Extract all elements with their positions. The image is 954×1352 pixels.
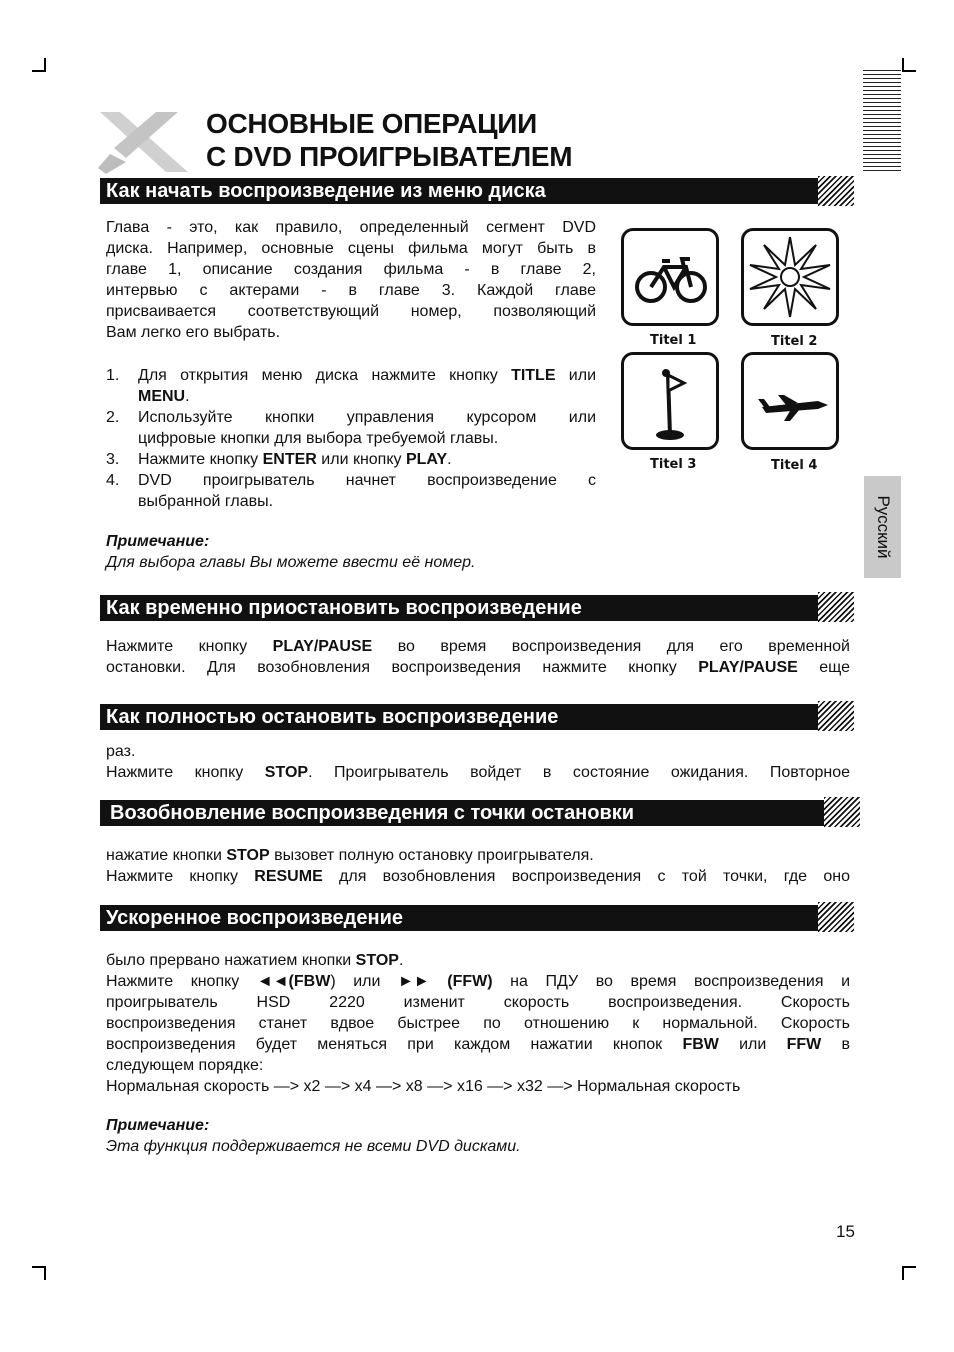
note-heading: Примечание: xyxy=(106,533,210,550)
heading-hatch xyxy=(818,701,854,731)
crop-mark-top-right xyxy=(902,70,916,72)
list-item: 3. Нажмите кнопку ENTER или кнопку PLAY. xyxy=(106,451,452,468)
resume-text: нажатие кнопки STOP вызовет полную остановку проигрывателя. Нажмите кнопку RESUME для возобновления воспроизведения с той точки, где оно xyxy=(106,847,850,885)
text-line: главе 1, описание создания фильма - в главе 2, xyxy=(106,261,596,278)
text-line: Глава - это, как правило, определенный сегмент DVD xyxy=(106,219,596,236)
section-heading-bar xyxy=(100,595,820,621)
bicycle-icon xyxy=(624,231,716,323)
section-heading-bar xyxy=(100,905,820,931)
text-line: диска. Например, основные сцены фильма могут быть в xyxy=(106,240,596,257)
heading-hatch xyxy=(818,902,854,932)
fast-play-text: было прервано нажатием кнопки STOP. Нажмите кнопку ◄◄(FBW) или ►► (FFW) на ПДУ во время воспроизведения и проигрыватель HSD 2220 изменит скорость воспроизведения. Скорость воспроизведения станет вдвое быстрее по отношению к нормальной. Скорость воспроизведения будет меняться при каждом нажатии кнопок FBW или FFW в следующем порядке: Нормальная скорость —> x2 —> x4 —> x8 —> x16 —> x32 —> Нормальная скорость xyxy=(106,952,851,1095)
list-item: 1. Для открытия меню диска нажмите кнопку TITLE или MENU. xyxy=(106,367,597,405)
heading-hatch xyxy=(824,797,860,827)
title-caption: Titel 1 xyxy=(650,333,697,348)
steps-list xyxy=(106,365,596,512)
section-heading-2: Как временно приостановить воспроизведение xyxy=(106,597,582,619)
section-heading-bar xyxy=(100,800,826,826)
crop-mark-bottom-right xyxy=(902,1266,916,1268)
crop-mark-bottom-left xyxy=(44,1266,46,1280)
note-text: Для выбора главы Вы можете ввести её номер. xyxy=(106,554,476,571)
chapter-intro xyxy=(106,217,596,343)
section-heading-4: Возобновление воспроизведения с точки остановки xyxy=(110,802,635,824)
title-caption: Titel 3 xyxy=(650,457,697,472)
crop-mark-top-left xyxy=(32,70,46,72)
section-heading-bar xyxy=(100,178,830,204)
text-line: присваивается соответствующий номер, позволяющий xyxy=(106,303,596,320)
section-heading-bar xyxy=(100,704,820,730)
language-tab-label: Русский xyxy=(873,495,893,559)
note-text: Эта функция поддерживается не всеми DVD дисками. xyxy=(106,1138,521,1155)
title-1-box xyxy=(621,228,719,326)
heading-hatch xyxy=(818,176,854,206)
brand-logo xyxy=(96,108,196,176)
list-item: 4. DVD проигрыватель начнет воспроизведение с выбранной главы. xyxy=(106,472,596,510)
title-2-box xyxy=(741,228,839,326)
list-item: 2. Используйте кнопки управления курсором или цифровые кнопки для выбора требуемой главы. xyxy=(106,409,596,447)
golf-flag-icon xyxy=(624,355,716,447)
page-title-line-2: С DVD ПРОИГРЫВАТЕЛЕМ xyxy=(206,141,573,172)
title-4-box xyxy=(741,352,839,450)
heading-hatch xyxy=(818,592,854,622)
edge-stripes xyxy=(863,70,901,174)
crop-mark-bottom-left xyxy=(32,1266,46,1268)
pause-text: Нажмите кнопку PLAY/PAUSE во время воспроизведения для его временной остановки. Для возобновления воспроизведения нажмите кнопку PLAY/PAUSE еще xyxy=(106,638,850,676)
stop-text: раз. Нажмите кнопку STOP. Проигрыватель войдет в состояние ожидания. Повторное xyxy=(106,743,851,781)
language-tab xyxy=(864,476,901,578)
page-number: 15 xyxy=(836,1222,855,1241)
starburst-icon xyxy=(744,231,836,323)
title-caption: Titel 2 xyxy=(771,334,818,349)
text-line: Вам легко его выбрать. xyxy=(106,324,281,341)
section-heading-3: Как полностью остановить воспроизведение xyxy=(106,706,559,728)
section-heading-1: Как начать воспроизведение из меню диска xyxy=(106,180,546,202)
crop-mark-bottom-right xyxy=(902,1266,904,1280)
page-title-line-1: ОСНОВНЫЕ ОПЕРАЦИИ xyxy=(206,108,537,139)
title-caption: Titel 4 xyxy=(771,458,818,473)
title-3-box xyxy=(621,352,719,450)
note-heading: Примечание: xyxy=(106,1117,210,1134)
section-heading-5: Ускоренное воспроизведение xyxy=(106,907,403,929)
text-line: интервью с актерами - в главе 3. Каждой главе xyxy=(106,282,596,299)
airplane-icon xyxy=(744,355,836,447)
